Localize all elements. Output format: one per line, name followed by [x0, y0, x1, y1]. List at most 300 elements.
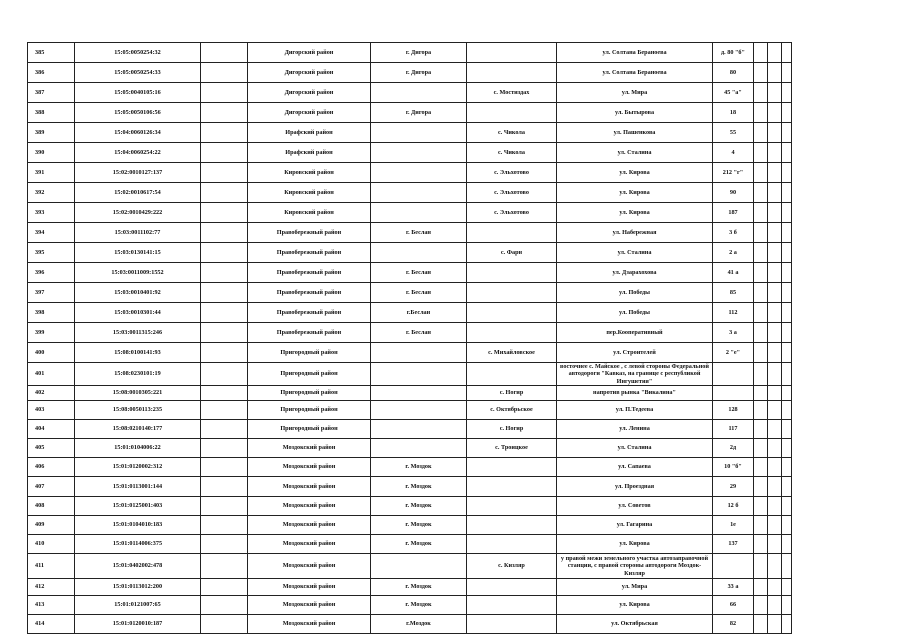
city-cell [371, 143, 467, 163]
extra-cell-3-cell [782, 43, 792, 63]
row-number-cell: 388 [28, 103, 75, 123]
district-cell: Пригородный район [248, 343, 371, 363]
village-cell: с. Кизляр [467, 554, 557, 579]
table-row [28, 223, 792, 243]
district-cell: Моздокский район [248, 439, 371, 458]
city-cell: г. Моздок [371, 535, 467, 554]
city-cell: г. Беслан [371, 263, 467, 283]
house-number-cell: 2д [713, 439, 754, 458]
district-cell: Моздокский район [248, 554, 371, 579]
street-address-cell: ул. Мира [557, 83, 713, 103]
row-number-cell: 407 [28, 477, 75, 497]
extra-cell-3-cell [782, 615, 792, 634]
cadastral-number-cell: 15:03:0011315:246 [75, 323, 201, 343]
extra-cell-3-cell [782, 516, 792, 535]
district-cell: Моздокский район [248, 615, 371, 634]
extra-cell-1-cell [754, 516, 768, 535]
extra-cell-3-cell [782, 386, 792, 401]
cadastral-number-cell: 15:05:0050106:56 [75, 103, 201, 123]
street-address-cell: ул. Октябрьская [557, 615, 713, 634]
city-cell: г. Дигора [371, 63, 467, 83]
row-number-cell: 386 [28, 63, 75, 83]
extra-cell-3-cell [782, 83, 792, 103]
table-row [28, 63, 792, 83]
city-cell [371, 203, 467, 223]
cadastral-number-cell: 15:01:0120002:312 [75, 458, 201, 477]
cadastral-number-cell: 15:08:0210140:177 [75, 420, 201, 439]
extra-cell-2-cell [768, 420, 782, 439]
house-number-cell: 18 [713, 103, 754, 123]
village-cell: с. Чикола [467, 143, 557, 163]
extra-cell-3-cell [782, 420, 792, 439]
table-row [28, 535, 792, 554]
village-cell [467, 363, 557, 386]
village-cell [467, 535, 557, 554]
district-cell: Дигорский район [248, 103, 371, 123]
extra-cell-1-cell [754, 615, 768, 634]
extra-cell-2-cell [768, 439, 782, 458]
extra-cell-3-cell [782, 477, 792, 497]
cadastral-number-cell: 15:08:0100141:93 [75, 343, 201, 363]
street-address-cell: ул. Набережная [557, 223, 713, 243]
house-number-cell [713, 386, 754, 401]
row-number-cell: 395 [28, 243, 75, 263]
table-row [28, 420, 792, 439]
row-number-cell: 403 [28, 401, 75, 420]
district-cell: Дигорский район [248, 63, 371, 83]
village-cell [467, 103, 557, 123]
extra-cell-1-cell [754, 283, 768, 303]
city-cell [371, 363, 467, 386]
extra-cell-3-cell [782, 458, 792, 477]
village-cell [467, 477, 557, 497]
village-cell: с. Чикола [467, 123, 557, 143]
house-number-cell [713, 363, 754, 386]
blank-cell-cell [201, 579, 248, 596]
blank-cell-cell [201, 223, 248, 243]
table-row [28, 615, 792, 634]
blank-cell-cell [201, 183, 248, 203]
extra-cell-1-cell [754, 143, 768, 163]
city-cell: г. Моздок [371, 516, 467, 535]
row-number-cell: 390 [28, 143, 75, 163]
table-row [28, 554, 792, 579]
extra-cell-2-cell [768, 103, 782, 123]
extra-cell-1-cell [754, 596, 768, 615]
district-cell: Правобережный район [248, 243, 371, 263]
city-cell: г. Беслан [371, 323, 467, 343]
house-number-cell [713, 554, 754, 579]
house-number-cell: 55 [713, 123, 754, 143]
house-number-cell: 41 а [713, 263, 754, 283]
table-row [28, 183, 792, 203]
street-address-cell: у правой межи земельного участка автозаправочной станции, с правой стороны автодороги Моздок-Кизляр [557, 554, 713, 579]
extra-cell-2-cell [768, 401, 782, 420]
village-cell [467, 223, 557, 243]
district-cell: Кировский район [248, 203, 371, 223]
city-cell [371, 554, 467, 579]
extra-cell-1-cell [754, 497, 768, 516]
city-cell [371, 83, 467, 103]
cadastral-number-cell: 15:01:0113001:144 [75, 477, 201, 497]
extra-cell-2-cell [768, 263, 782, 283]
row-number-cell: 398 [28, 303, 75, 323]
row-number-cell: 408 [28, 497, 75, 516]
cadastral-number-cell: 15:08:0050113:235 [75, 401, 201, 420]
table-row [28, 596, 792, 615]
row-number-cell: 412 [28, 579, 75, 596]
house-number-cell: 3 б [713, 223, 754, 243]
blank-cell-cell [201, 243, 248, 263]
extra-cell-1-cell [754, 183, 768, 203]
table-row [28, 163, 792, 183]
row-number-cell: 401 [28, 363, 75, 386]
extra-cell-1-cell [754, 458, 768, 477]
extra-cell-1-cell [754, 363, 768, 386]
extra-cell-3-cell [782, 263, 792, 283]
street-address-cell: ул. Сталина [557, 143, 713, 163]
village-cell [467, 596, 557, 615]
extra-cell-1-cell [754, 420, 768, 439]
village-cell [467, 323, 557, 343]
district-cell: Ирафский район [248, 123, 371, 143]
district-cell: Пригородный район [248, 386, 371, 401]
cadastral-number-cell: 15:01:0125001:403 [75, 497, 201, 516]
blank-cell-cell [201, 63, 248, 83]
extra-cell-1-cell [754, 243, 768, 263]
table-row [28, 303, 792, 323]
extra-cell-2-cell [768, 163, 782, 183]
village-cell: с. Эльхотово [467, 183, 557, 203]
street-address-cell: восточнее с. Майское , с левой стороны Федеральной автодороги "Кавказ, на границе с республикой Ингушетия" [557, 363, 713, 386]
extra-cell-3-cell [782, 343, 792, 363]
table-row [28, 458, 792, 477]
blank-cell-cell [201, 83, 248, 103]
street-address-cell: ул. Проездная [557, 477, 713, 497]
cadastral-number-cell: 15:01:0104006:22 [75, 439, 201, 458]
row-number-cell: 393 [28, 203, 75, 223]
blank-cell-cell [201, 263, 248, 283]
extra-cell-2-cell [768, 243, 782, 263]
row-number-cell: 411 [28, 554, 75, 579]
house-number-cell: 2 а [713, 243, 754, 263]
district-cell: Кировский район [248, 163, 371, 183]
extra-cell-1-cell [754, 43, 768, 63]
row-number-cell: 399 [28, 323, 75, 343]
village-cell [467, 516, 557, 535]
row-number-cell: 409 [28, 516, 75, 535]
blank-cell-cell [201, 163, 248, 183]
district-cell: Пригородный район [248, 363, 371, 386]
row-number-cell: 396 [28, 263, 75, 283]
cadastral-number-cell: 15:04:0060126:34 [75, 123, 201, 143]
street-address-cell: ул. Победы [557, 283, 713, 303]
house-number-cell: 187 [713, 203, 754, 223]
cadastral-number-cell: 15:01:0113012:200 [75, 579, 201, 596]
extra-cell-1-cell [754, 203, 768, 223]
city-cell [371, 243, 467, 263]
district-cell: Правобережный район [248, 323, 371, 343]
house-number-cell: 212 "г" [713, 163, 754, 183]
village-cell [467, 615, 557, 634]
city-cell: г. Дигора [371, 43, 467, 63]
house-number-cell: 45 "а" [713, 83, 754, 103]
table-row [28, 243, 792, 263]
cadastral-number-cell: 15:04:0060254:22 [75, 143, 201, 163]
row-number-cell: 404 [28, 420, 75, 439]
district-cell: Правобережный район [248, 223, 371, 243]
house-number-cell: 82 [713, 615, 754, 634]
street-address-cell: ул. Кирова [557, 203, 713, 223]
city-cell: г. Беслан [371, 223, 467, 243]
table-row [28, 103, 792, 123]
blank-cell-cell [201, 439, 248, 458]
cadastral-number-cell: 15:08:0010305:221 [75, 386, 201, 401]
extra-cell-1-cell [754, 579, 768, 596]
extra-cell-2-cell [768, 516, 782, 535]
table-row [28, 123, 792, 143]
table-row [28, 401, 792, 420]
blank-cell-cell [201, 323, 248, 343]
row-number-cell: 394 [28, 223, 75, 243]
table-body [28, 43, 792, 634]
table-row [28, 143, 792, 163]
extra-cell-2-cell [768, 343, 782, 363]
street-address-cell: ул. Бытырова [557, 103, 713, 123]
blank-cell-cell [201, 554, 248, 579]
extra-cell-2-cell [768, 554, 782, 579]
extra-cell-2-cell [768, 386, 782, 401]
street-address-cell: ул. Гагарина [557, 516, 713, 535]
blank-cell-cell [201, 283, 248, 303]
city-cell: г. Моздок [371, 579, 467, 596]
district-cell: Моздокский район [248, 596, 371, 615]
extra-cell-2-cell [768, 143, 782, 163]
blank-cell-cell [201, 596, 248, 615]
street-address-cell: ул. Дзарахохова [557, 263, 713, 283]
extra-cell-1-cell [754, 163, 768, 183]
cadastral-number-cell: 15:05:0050254:33 [75, 63, 201, 83]
extra-cell-3-cell [782, 203, 792, 223]
house-number-cell: д. 80 "б" [713, 43, 754, 63]
district-cell: Моздокский район [248, 535, 371, 554]
blank-cell-cell [201, 103, 248, 123]
city-cell [371, 386, 467, 401]
extra-cell-1-cell [754, 103, 768, 123]
blank-cell-cell [201, 477, 248, 497]
extra-cell-2-cell [768, 223, 782, 243]
cadastral-number-cell: 15:05:0050254:32 [75, 43, 201, 63]
table-row [28, 579, 792, 596]
row-number-cell: 410 [28, 535, 75, 554]
table-row [28, 343, 792, 363]
table-row [28, 363, 792, 386]
district-cell: Правобережный район [248, 303, 371, 323]
street-address-cell: ул. Сталина [557, 439, 713, 458]
extra-cell-3-cell [782, 63, 792, 83]
village-cell [467, 303, 557, 323]
district-cell: Моздокский район [248, 516, 371, 535]
village-cell: с. Михайловское [467, 343, 557, 363]
table-row [28, 263, 792, 283]
village-cell: с. Мостиздах [467, 83, 557, 103]
blank-cell-cell [201, 401, 248, 420]
extra-cell-1-cell [754, 263, 768, 283]
street-address-cell: ул. Мира [557, 579, 713, 596]
blank-cell-cell [201, 497, 248, 516]
house-number-cell: 12 б [713, 497, 754, 516]
extra-cell-3-cell [782, 243, 792, 263]
extra-cell-2-cell [768, 615, 782, 634]
village-cell [467, 263, 557, 283]
city-cell [371, 163, 467, 183]
extra-cell-1-cell [754, 63, 768, 83]
extra-cell-3-cell [782, 103, 792, 123]
extra-cell-2-cell [768, 363, 782, 386]
cadastral-number-cell: 15:01:0120010:187 [75, 615, 201, 634]
extra-cell-3-cell [782, 596, 792, 615]
street-address-cell: ул. Кирова [557, 183, 713, 203]
extra-cell-2-cell [768, 477, 782, 497]
village-cell: с. Ногир [467, 420, 557, 439]
street-address-cell: ул. Солтана Бераноева [557, 43, 713, 63]
cadastral-number-cell: 15:03:0011102:77 [75, 223, 201, 243]
cadastral-number-cell: 15:05:0040105:16 [75, 83, 201, 103]
row-number-cell: 413 [28, 596, 75, 615]
district-cell: Ирафский район [248, 143, 371, 163]
house-number-cell: 80 [713, 63, 754, 83]
extra-cell-3-cell [782, 283, 792, 303]
city-cell [371, 439, 467, 458]
city-cell [371, 183, 467, 203]
village-cell: с. Октябрьское [467, 401, 557, 420]
blank-cell-cell [201, 143, 248, 163]
extra-cell-1-cell [754, 401, 768, 420]
house-number-cell: 66 [713, 596, 754, 615]
extra-cell-3-cell [782, 497, 792, 516]
table-row [28, 439, 792, 458]
cadastral-number-cell: 15:01:0114006:375 [75, 535, 201, 554]
house-number-cell: 3 а [713, 323, 754, 343]
village-cell [467, 283, 557, 303]
house-number-cell: 4 [713, 143, 754, 163]
district-cell: Правобережный район [248, 283, 371, 303]
district-cell: Кировский район [248, 183, 371, 203]
street-address-cell: напротив рынка "Викалина" [557, 386, 713, 401]
street-address-cell: ул. Сапаева [557, 458, 713, 477]
district-cell: Моздокский район [248, 477, 371, 497]
extra-cell-1-cell [754, 223, 768, 243]
row-number-cell: 389 [28, 123, 75, 143]
table-row [28, 43, 792, 63]
cadastral-number-cell: 15:03:0011009:1552 [75, 263, 201, 283]
extra-cell-2-cell [768, 323, 782, 343]
extra-cell-1-cell [754, 123, 768, 143]
cadastral-number-cell: 15:02:0010127:137 [75, 163, 201, 183]
blank-cell-cell [201, 123, 248, 143]
row-number-cell: 397 [28, 283, 75, 303]
extra-cell-1-cell [754, 386, 768, 401]
extra-cell-3-cell [782, 401, 792, 420]
blank-cell-cell [201, 386, 248, 401]
cadastral-number-cell: 15:01:0402002:478 [75, 554, 201, 579]
district-cell: Моздокский район [248, 497, 371, 516]
blank-cell-cell [201, 516, 248, 535]
extra-cell-2-cell [768, 535, 782, 554]
extra-cell-3-cell [782, 554, 792, 579]
district-cell: Пригородный район [248, 401, 371, 420]
extra-cell-2-cell [768, 458, 782, 477]
street-address-cell: ул. Кирова [557, 163, 713, 183]
city-cell: г. Беслан [371, 283, 467, 303]
street-address-cell: ул. Советов [557, 497, 713, 516]
street-address-cell: ул. Пашенкова [557, 123, 713, 143]
extra-cell-2-cell [768, 63, 782, 83]
house-number-cell: 1е [713, 516, 754, 535]
row-number-cell: 387 [28, 83, 75, 103]
extra-cell-2-cell [768, 303, 782, 323]
city-cell: г. Моздок [371, 477, 467, 497]
city-cell: г. Моздок [371, 458, 467, 477]
street-address-cell: ул. Сталина [557, 243, 713, 263]
house-number-cell: 33 а [713, 579, 754, 596]
extra-cell-2-cell [768, 183, 782, 203]
table-row [28, 283, 792, 303]
table-row [28, 477, 792, 497]
village-cell [467, 43, 557, 63]
extra-cell-1-cell [754, 303, 768, 323]
district-cell: Дигорский район [248, 43, 371, 63]
house-number-cell: 137 [713, 535, 754, 554]
extra-cell-2-cell [768, 123, 782, 143]
row-number-cell: 400 [28, 343, 75, 363]
blank-cell-cell [201, 343, 248, 363]
house-number-cell: 112 [713, 303, 754, 323]
extra-cell-3-cell [782, 303, 792, 323]
extra-cell-1-cell [754, 343, 768, 363]
document-page [27, 42, 792, 634]
district-cell: Правобережный район [248, 263, 371, 283]
cadastral-number-cell: 15:08:0230101:19 [75, 363, 201, 386]
blank-cell-cell [201, 43, 248, 63]
street-address-cell: ул. Кирова [557, 535, 713, 554]
extra-cell-2-cell [768, 83, 782, 103]
extra-cell-2-cell [768, 43, 782, 63]
street-address-cell: ул. П.Тедеева [557, 401, 713, 420]
blank-cell-cell [201, 303, 248, 323]
house-number-cell: 2 "е" [713, 343, 754, 363]
street-address-cell: ул. Строителей [557, 343, 713, 363]
village-cell [467, 497, 557, 516]
extra-cell-2-cell [768, 497, 782, 516]
extra-cell-3-cell [782, 183, 792, 203]
city-cell: г.Моздок [371, 615, 467, 634]
row-number-cell: 405 [28, 439, 75, 458]
city-cell: г.Беслан [371, 303, 467, 323]
row-number-cell: 402 [28, 386, 75, 401]
district-cell: Дигорский район [248, 83, 371, 103]
extra-cell-1-cell [754, 477, 768, 497]
village-cell: с. Эльхотово [467, 163, 557, 183]
city-cell [371, 401, 467, 420]
extra-cell-3-cell [782, 535, 792, 554]
blank-cell-cell [201, 615, 248, 634]
street-address-cell: ул. Солтана Бераноева [557, 63, 713, 83]
district-cell: Пригородный район [248, 420, 371, 439]
extra-cell-3-cell [782, 143, 792, 163]
extra-cell-3-cell [782, 323, 792, 343]
extra-cell-1-cell [754, 83, 768, 103]
